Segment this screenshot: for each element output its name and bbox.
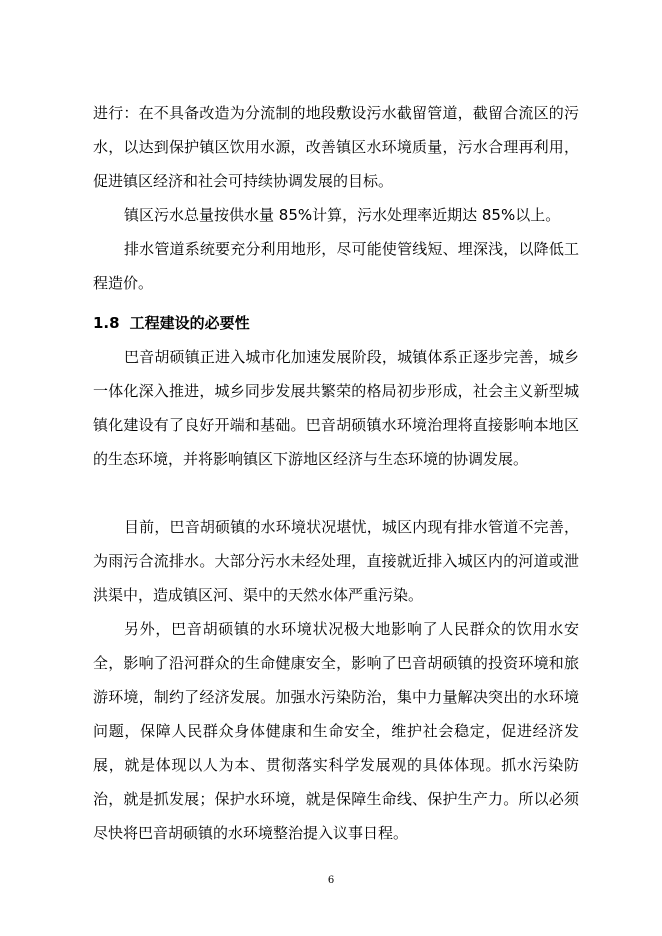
paragraph-separate-sewer-plan: 进行：在不具备改造为分流制的地段敷设污水截留管道，截留合流区的污水，以达到保护镇区饮用水源，改善镇区水环境质量，污水合理再利用，促进镇区经济和社会可持续协调发展的目标。 bbox=[93, 104, 579, 190]
section-heading bbox=[93, 306, 250, 340]
section-title: 工程建设的必要性 bbox=[129, 314, 250, 332]
paragraph-urbanization: 巴音胡硕镇正进入城市化加速发展阶段，城镇体系正逐步完善，城乡一体化深入推进，城乡同步发展共繁荣的格局初步形成，社会主义新型城镇化建设有了良好开端和基础。巴音胡硕镇水环境治理将直接影响本地区的生态环境，并将影响镇区下游地区经济与生态环境的协调发展。 bbox=[93, 348, 579, 468]
page-number: 6 bbox=[327, 875, 335, 886]
paragraph-pipe-layout: 排水管道系统要充分利用地形，尽可能使管线短、埋深浅，以降低工程造价。 bbox=[93, 240, 579, 292]
paragraph-impact: 另外，巴音胡硕镇的水环境状况极大地影响了人民群众的饮用水安全，影响了沿河群众的生命健康安全，影响了巴音胡硕镇的投资环境和旅游环境，制约了经济发展。加强水污染防治，集中力量解决突出的水环境问题，保障人民群众身体健康和生命安全，维护社会稳定，促进经济发展，就是体现以人为本、贯彻落实科学发展观的具体体现。抓水污染防治，就是抓发展；保护水环境，就是保障生命线、保护生产力。所以必须尽快将巴音胡硕镇的水环境整治提入议事日程。 bbox=[93, 620, 579, 842]
section-number: 1.8 bbox=[93, 314, 120, 332]
paragraph-sewage-volume: 镇区污水总量按供水量 85%计算，污水处理率近期达 85%以上。 bbox=[124, 206, 561, 224]
paragraph-current-status: 目前，巴音胡硕镇的水环境状况堪忧，城区内现有排水管道不完善，为雨污合流排水。大部分污水未经处理，直接就近排入城区内的河道或泄洪渠中，造成镇区河、渠中的天然水体严重污染。 bbox=[93, 518, 579, 604]
